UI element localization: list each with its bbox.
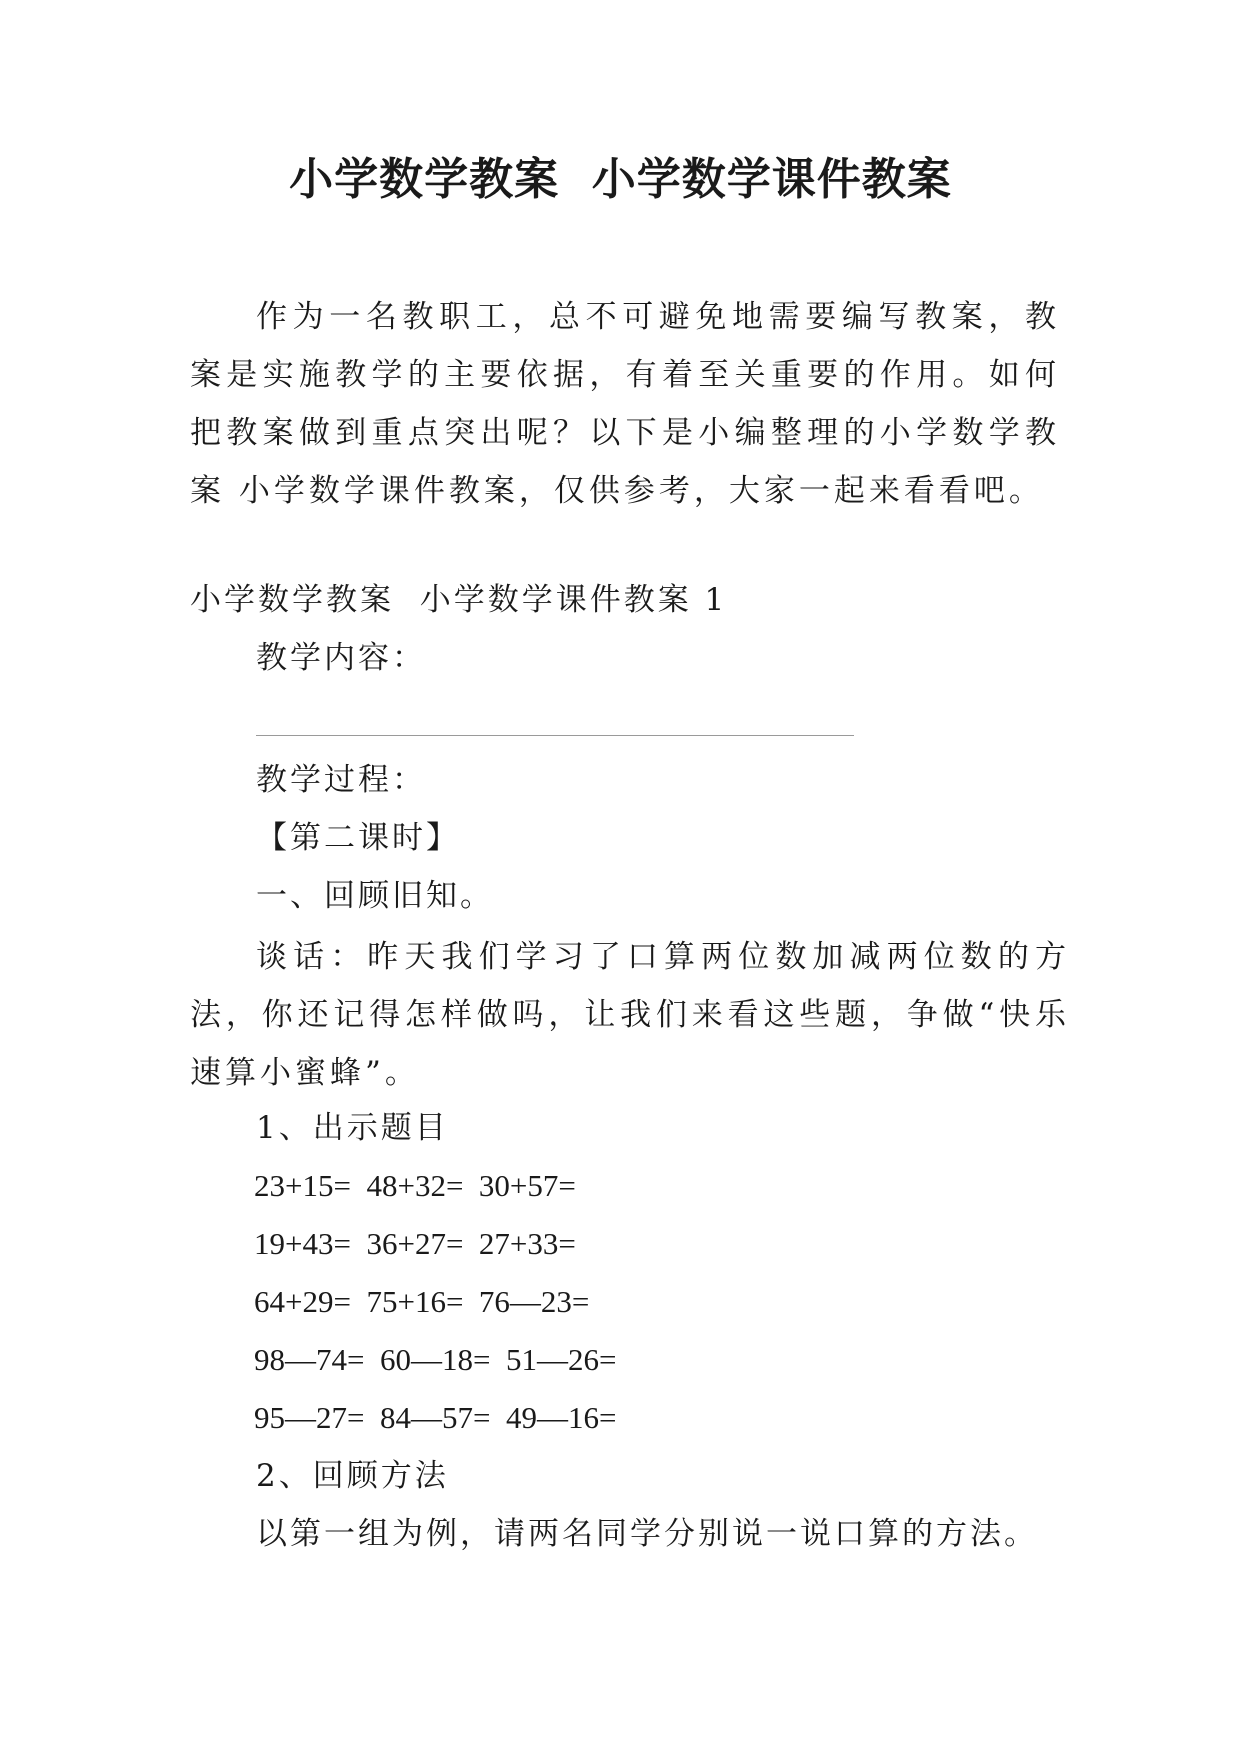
section-heading: 小学数学教案 小学数学课件教案 1 <box>190 582 728 618</box>
step-one-heading: 一、回顾旧知。 <box>256 878 494 914</box>
item-one-heading: 1、出示题目 <box>256 1110 449 1146</box>
teaching-content-label: 教学内容： <box>256 640 426 676</box>
document-title: 小学数学教案 小学数学课件教案 <box>289 154 952 205</box>
blank-divider-line <box>256 735 854 736</box>
exercise-row: 95—27= 84—57= 49—16= <box>254 1400 617 1435</box>
exercise-row: 64+29= 75+16= 76—23= <box>254 1284 590 1319</box>
lesson-label: 【第二课时】 <box>256 820 460 856</box>
exercise-row: 98—74= 60—18= 51—26= <box>254 1342 617 1377</box>
exercise-row: 19+43= 36+27= 27+33= <box>254 1226 576 1261</box>
intro-paragraph: 作为一名教职工，总不可避免地需要编写教案，教案是实施教学的主要依据，有着至关重要的作用。如何把教案做到重点突出呢？以下是小编整理的小学数学教案 小学数学课件教案，仅供参考，大家一起来看看吧。 <box>190 299 1060 509</box>
teaching-process-label: 教学过程： <box>256 762 426 798</box>
item-two-heading: 2、回顾方法 <box>256 1458 449 1494</box>
closing-line: 以第一组为例，请两名同学分别说一说口算的方法。 <box>256 1516 1038 1552</box>
exercise-row: 23+15= 48+32= 30+57= <box>254 1168 576 1203</box>
talk-paragraph: 谈话：昨天我们学习了口算两位数加减两位数的方法，你还记得怎样做吗，让我们来看这些题，争做“快乐速算小蜜蜂”。 <box>190 939 1070 1091</box>
